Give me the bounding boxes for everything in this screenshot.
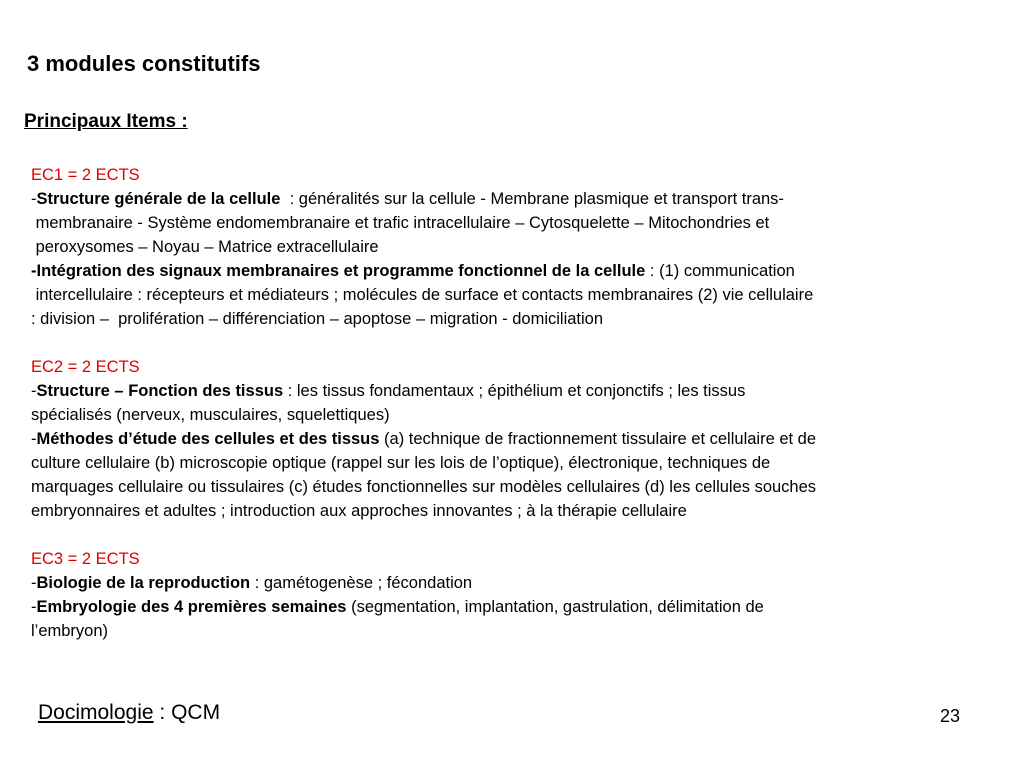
ec3-l2-rest: (segmentation, implantation, gastrulation, délimitation de [346, 598, 764, 616]
ec3-l1-dash: - [31, 574, 37, 592]
ec2-line-6: embryonnaires et adultes ; introduction aux approches innovantes ; à la thérapie cellulaire [31, 502, 687, 520]
ec1-item-2 [31, 259, 991, 283]
ec2-heading: EC2 = 2 ECTS [31, 358, 140, 376]
docimologie-label: Docimologie [38, 701, 154, 724]
ec3-line-3: l’embryon) [31, 622, 109, 640]
ec3-l2-bold: Embryologie des 4 premières semaines [36, 598, 347, 616]
ec1-l1-rest: : généralités sur la cellule - Membrane plasmique et transport trans- [280, 190, 784, 208]
page-number: 23 [940, 706, 961, 726]
slide-title: 3 modules constitutifs [27, 51, 261, 76]
ec2-l1-dash: - [31, 382, 37, 400]
ec2-l1-bold: Structure – Fonction des tissus [36, 382, 284, 400]
ec1-heading: EC1 = 2 ECTS [31, 166, 140, 184]
footer-rest: : QCM [153, 701, 221, 724]
ec1-l1-dash: - [31, 190, 37, 208]
ec3-item-2 [31, 595, 991, 619]
ec2-l1-rest: : les tissus fondamentaux ; épithélium et conjonctifs ; les tissus [283, 382, 746, 400]
ec2-line-2: spécialisés (nerveux, musculaires, squelettiques) [31, 406, 390, 424]
ec1-item-1 [31, 187, 991, 211]
ec1-line-5: intercellulaire : récepteurs et médiateurs ; molécules de surface et contacts membranaires (2) vie cellulaire [31, 286, 814, 304]
ec3-heading: EC3 = 2 ECTS [31, 550, 140, 568]
ec1-l4-rest: : (1) communication [645, 262, 795, 280]
ec2-item-1 [31, 379, 991, 403]
ec3-item-1 [31, 571, 991, 595]
slide-content [31, 163, 991, 643]
ec1-l1-bold: Structure générale de la cellule [36, 190, 281, 208]
ec1-l4-bold: -Intégration des signaux membranaires et programme fonctionnel de la cellule [31, 262, 646, 280]
footer [38, 701, 220, 725]
ec1-line-3: peroxysomes – Noyau – Matrice extracellulaire [31, 238, 379, 256]
slide-subtitle: Principaux Items : [24, 111, 188, 132]
ec3-l1-rest: : gamétogenèse ; fécondation [250, 574, 473, 592]
ec2-line-4: culture cellulaire (b) microscopie optique (rappel sur les lois de l’optique), électronique, techniques de [31, 454, 771, 472]
ec2-l3-rest: (a) technique de fractionnement tissulaire et cellulaire et de [379, 430, 817, 448]
spacer [31, 523, 991, 547]
spacer [31, 331, 991, 355]
ec2-item-2 [31, 427, 991, 451]
ec2-l3-dash: - [31, 430, 37, 448]
ec3-l1-bold: Biologie de la reproduction [36, 574, 251, 592]
ec2-l3-bold: Méthodes d’étude des cellules et des tissus [36, 430, 380, 448]
ec1-line-2: membranaire - Système endomembranaire et trafic intracellulaire – Cytosquelette – Mitochondries et [31, 214, 770, 232]
ec3-l2-dash: - [31, 598, 37, 616]
ec2-line-5: marquages cellulaire ou tissulaires (c) études fonctionnelles sur modèles cellulaires (d) les cellules souches [31, 478, 817, 496]
ec1-line-6: : division – prolifération – différenciation – apoptose – migration - domiciliation [31, 310, 604, 328]
